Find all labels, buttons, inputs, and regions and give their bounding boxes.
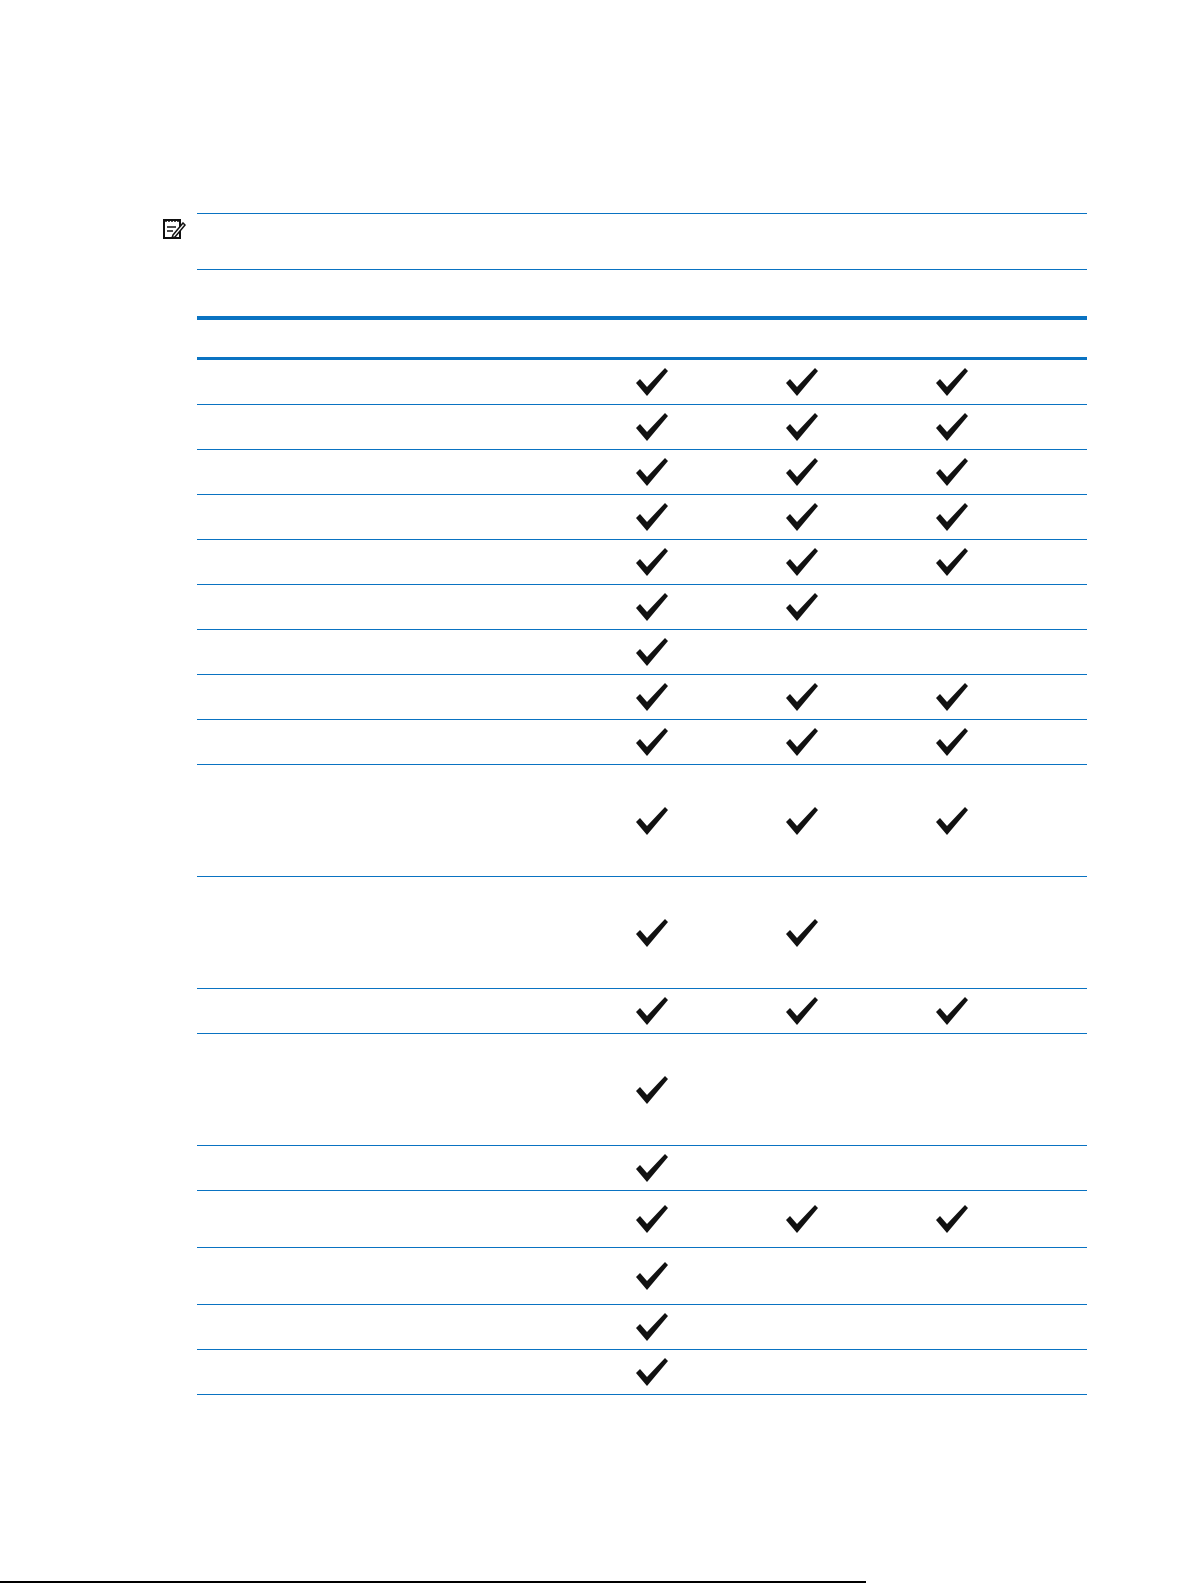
check-icon [635, 682, 669, 712]
table-caption-area [197, 270, 1087, 314]
table-row [197, 540, 1087, 585]
paper-type-cell [197, 877, 577, 988]
support-cell [727, 765, 877, 876]
paper-type-cell [197, 450, 577, 494]
check-icon [785, 1204, 819, 1234]
table-row [197, 675, 1087, 720]
support-cell [577, 1305, 727, 1349]
support-cell [877, 1191, 1027, 1247]
check-icon [635, 996, 669, 1026]
paper-type-cell [197, 720, 577, 764]
check-icon [635, 412, 669, 442]
support-cell [577, 675, 727, 719]
table-row [197, 1191, 1087, 1248]
support-cell [727, 1191, 877, 1247]
check-icon [935, 367, 969, 397]
support-cell [877, 765, 1027, 876]
check-icon [785, 996, 819, 1026]
check-icon [635, 637, 669, 667]
support-cell [877, 495, 1027, 539]
support-cell [577, 405, 727, 449]
support-cell [577, 765, 727, 876]
support-cell [577, 450, 727, 494]
paper-type-cell [197, 540, 577, 584]
table-row [197, 765, 1087, 877]
support-cell [577, 1248, 727, 1304]
support-cell [727, 1350, 877, 1394]
table-row [197, 360, 1087, 405]
support-cell [727, 1305, 877, 1349]
paper-type-cell [197, 1034, 577, 1145]
paper-type-cell [197, 989, 577, 1033]
table-row [197, 989, 1087, 1034]
support-cell [877, 1146, 1027, 1190]
check-icon [935, 547, 969, 577]
support-cell [877, 877, 1027, 988]
table-row [197, 1305, 1087, 1350]
support-cell [877, 585, 1027, 629]
check-icon [635, 1312, 669, 1342]
check-icon [785, 918, 819, 948]
support-cell [577, 1034, 727, 1145]
check-icon [785, 727, 819, 757]
support-cell [877, 450, 1027, 494]
check-icon [635, 1261, 669, 1291]
check-icon [635, 502, 669, 532]
support-cell [727, 1146, 877, 1190]
support-cell [577, 585, 727, 629]
support-cell [727, 1034, 877, 1145]
check-icon [935, 457, 969, 487]
table-row [197, 630, 1087, 675]
support-cell [727, 989, 877, 1033]
support-cell [577, 989, 727, 1033]
check-icon [935, 727, 969, 757]
support-cell [727, 675, 877, 719]
check-icon [785, 806, 819, 836]
support-cell [727, 540, 877, 584]
support-cell [577, 1350, 727, 1394]
paper-type-cell [197, 630, 577, 674]
check-icon [935, 1204, 969, 1234]
paper-type-cell [197, 585, 577, 629]
check-icon [935, 682, 969, 712]
paper-type-cell [197, 495, 577, 539]
support-cell [577, 877, 727, 988]
check-icon [635, 457, 669, 487]
check-icon [935, 996, 969, 1026]
support-cell [727, 405, 877, 449]
check-icon [935, 502, 969, 532]
support-cell [577, 720, 727, 764]
support-cell [877, 630, 1027, 674]
check-icon [785, 592, 819, 622]
paper-support-table [197, 316, 1087, 1395]
support-cell [727, 877, 877, 988]
check-icon [635, 367, 669, 397]
support-cell [727, 720, 877, 764]
support-cell [877, 989, 1027, 1033]
support-cell [877, 1350, 1027, 1394]
support-cell [727, 630, 877, 674]
support-cell [877, 1034, 1027, 1145]
table-row [197, 405, 1087, 450]
paper-type-cell [197, 1305, 577, 1349]
table-row [197, 1248, 1087, 1305]
paper-type-cell [197, 1146, 577, 1190]
page-heading-area [197, 100, 1087, 190]
check-icon [635, 1204, 669, 1234]
paper-type-cell [197, 405, 577, 449]
support-cell [877, 1248, 1027, 1304]
check-icon [635, 918, 669, 948]
check-icon [635, 1075, 669, 1105]
check-icon [635, 1357, 669, 1387]
support-cell [577, 495, 727, 539]
support-cell [727, 1248, 877, 1304]
paper-type-cell [197, 1191, 577, 1247]
check-icon [935, 412, 969, 442]
support-cell [727, 360, 877, 404]
table-row [197, 450, 1087, 495]
table-row [197, 495, 1087, 540]
support-cell [727, 450, 877, 494]
note-icon [162, 216, 186, 240]
table-row [197, 877, 1087, 989]
table-row [197, 585, 1087, 630]
check-icon [785, 457, 819, 487]
support-cell [877, 720, 1027, 764]
table-row [197, 720, 1087, 765]
support-cell [877, 540, 1027, 584]
check-icon [785, 547, 819, 577]
check-icon [635, 547, 669, 577]
support-cell [577, 360, 727, 404]
paper-type-cell [197, 675, 577, 719]
check-icon [785, 412, 819, 442]
support-cell [877, 1305, 1027, 1349]
check-icon [785, 502, 819, 532]
note-box [197, 213, 1087, 270]
check-icon [635, 727, 669, 757]
support-cell [577, 630, 727, 674]
support-cell [577, 1191, 727, 1247]
support-cell [877, 405, 1027, 449]
table-row [197, 1034, 1087, 1146]
table-row [197, 1146, 1087, 1191]
support-cell [577, 1146, 727, 1190]
support-cell [727, 495, 877, 539]
table-row [197, 1350, 1087, 1395]
check-icon [935, 806, 969, 836]
paper-type-cell [197, 1350, 577, 1394]
paper-type-cell [197, 765, 577, 876]
paper-type-cell [197, 1248, 577, 1304]
check-icon [635, 592, 669, 622]
check-icon [635, 806, 669, 836]
support-cell [727, 585, 877, 629]
support-cell [577, 540, 727, 584]
footer-rule [0, 1581, 866, 1583]
support-cell [877, 675, 1027, 719]
paper-type-cell [197, 360, 577, 404]
table-header [197, 316, 1087, 360]
check-icon [785, 682, 819, 712]
support-cell [877, 360, 1027, 404]
check-icon [785, 367, 819, 397]
check-icon [635, 1153, 669, 1183]
